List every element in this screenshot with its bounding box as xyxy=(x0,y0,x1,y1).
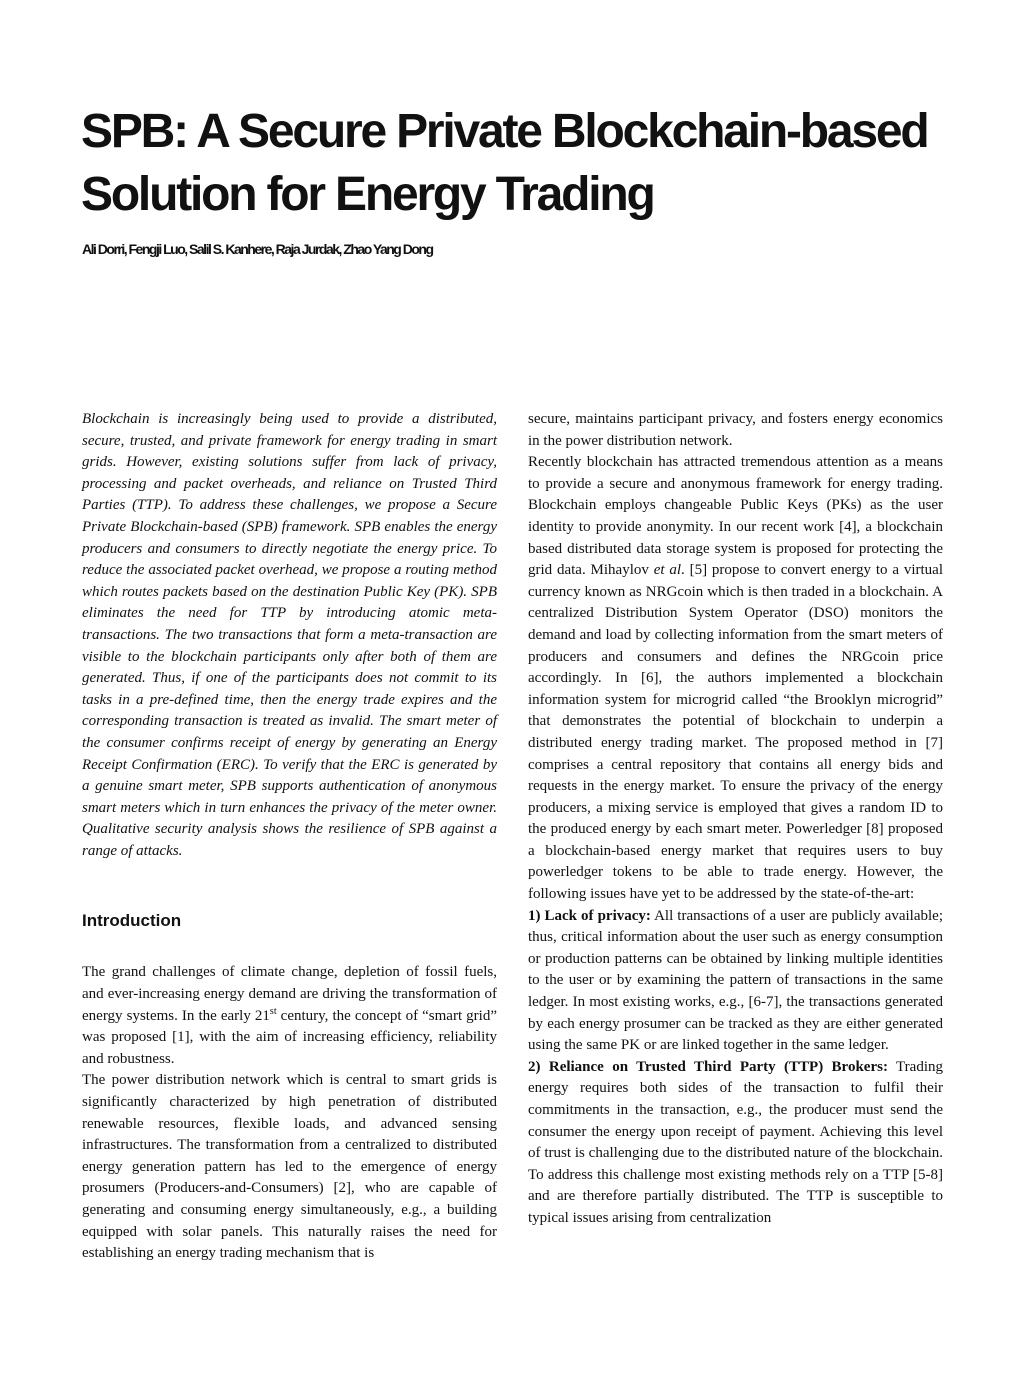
issue-2-label: 2) Reliance on Trusted Third Party (TTP) Brokers: xyxy=(528,1058,888,1075)
author-list: Ali Dorri, Fengji Luo, Salil S. Kanhere, Raja Jurdak, Zhao Yang Dong xyxy=(82,241,433,257)
right-p2-text-a: Recently blockchain has attracted tremendous attention as a means to provide a secure and anonymous framework for energy trading. Blockchain employs changeable Public Keys (PKs) as the user identity to provide anonymity. In our recent work [4], a blockchain based distributed data storage system is proposed for protecting the grid data. Mihaylov xyxy=(528,454,943,579)
issue-1-text: All transactions of a user are publicly available; thus, critical information about the user such as energy consumption or production patterns can be obtained by linking multiple identities to the user or by examining the pattern of transactions in the same ledger. In most existing works, e.g., [6-7], the transactions generated by each energy prosumer can be tracked as they are either generated using the same PK or are linked together in the same ledger. xyxy=(528,907,943,1054)
right-column xyxy=(528,409,943,1230)
issue-1-paragraph xyxy=(528,906,943,1057)
paper-title: SPB: A Secure Private Blockchain-based Solution for Energy Trading xyxy=(81,105,928,221)
issue-1-label: 1) Lack of privacy: xyxy=(528,907,651,924)
issue-2-paragraph xyxy=(528,1057,943,1230)
intro-paragraph-2: The power distribution network which is central to smart grids is significantly characterized by high penetration of distributed renewable resources, flexible loads, and advanced sensing infrastructures. The transformation from a centralized to distributed energy generation pattern has led to the emergence of energy prosumers (Producers-and-Consumers) [2], who are capable of generating and consuming energy simultaneously, e.g., a building equipped with solar panels. This naturally raises the need for establishing an energy trading mechanism that is xyxy=(82,1072,497,1262)
right-p2-etal: et al xyxy=(653,562,682,579)
right-paragraph-2 xyxy=(528,452,943,905)
intro-p1-text-a: The grand challenges of climate change, depletion of fossil fuels, and ever-increasing energy demand are driving the transformation of energy systems. In the early 21 xyxy=(82,964,497,1024)
section-heading-introduction: Introduction xyxy=(82,911,182,931)
intro-p1-superscript: st xyxy=(269,1005,277,1017)
left-column xyxy=(82,409,497,1265)
intro-paragraph-1 xyxy=(82,962,497,1070)
intro-p1-text-b: century, the concept of “smart grid” was proposed [1], with the aim of increasing efficiency, reliability and robustness. xyxy=(82,1007,497,1067)
abstract: Blockchain is increasingly being used to provide a distributed, secure, trusted, and private framework for energy trading in smart grids. However, existing solutions suffer from lack of privacy, processing and packet overheads, and reliance on Trusted Third Parties (TTP). To address these challenges, we propose a Secure Private Blockchain-based (SPB) framework. SPB enables the energy producers and consumers to directly negotiate the energy price. To reduce the associated packet overhead, we propose a routing method which routes packets based on the destination Public Key (PK). SPB eliminates the need for TTP by introducing atomic meta-transactions. The two transactions that form a meta-transaction are visible to the blockchain participants only after both of them are generated. Thus, if one of the participants does not commit to its tasks in a pre-defined time, then the energy trade expires and the corresponding transaction is treated as invalid. The smart meter of the consumer confirms receipt of energy by generating an Energy Receipt Confirmation (ERC). To verify that the ERC is generated by a genuine smart meter, SPB supports authentication of anonymous smart meters which in turn enhances the privacy of the meter owner. Qualitative security analysis shows the resilience of SPB against a range of attacks. xyxy=(82,411,497,859)
right-paragraph-1: secure, maintains participant privacy, and fosters energy economics in the power distribution network. xyxy=(528,411,943,449)
right-p2-text-b: . [5] propose to convert energy to a virtual currency known as NRGcoin which is then traded in a blockchain. A centralized Distribution System Operator (DSO) monitors the demand and load by collecting information from the smart meters of producers and consumers and defines the NRGcoin price accordingly. In [6], the authors implemented a blockchain information system for microgrid called “the Brooklyn microgrid” that demonstrates the potential of blockchain to underpin a distributed energy trading market. The proposed method in [7] comprises a central repository that contains all energy bids and requests in the energy market. To ensure the privacy of the energy producers, a mixing service is employed that gives a random ID to the produced energy by each smart meter. Powerledger [8] proposed a blockchain-based energy market that requires users to buy powerledger tokens to be able to trade energy. However, the following issues have yet to be addressed by the state-of-the-art: xyxy=(528,562,944,903)
issue-2-text: Trading energy requires both sides of the transaction to fulfil their commitments in the transaction, e.g., the producer must send the consumer the energy upon receipt of payment. Achieving this level of trust is challenging due to the distributed nature of the blockchain. To address this challenge most existing methods rely on a TTP [5-8] and are therefore partially distributed. The TTP is susceptible to typical issues arising from centralization xyxy=(528,1058,943,1226)
